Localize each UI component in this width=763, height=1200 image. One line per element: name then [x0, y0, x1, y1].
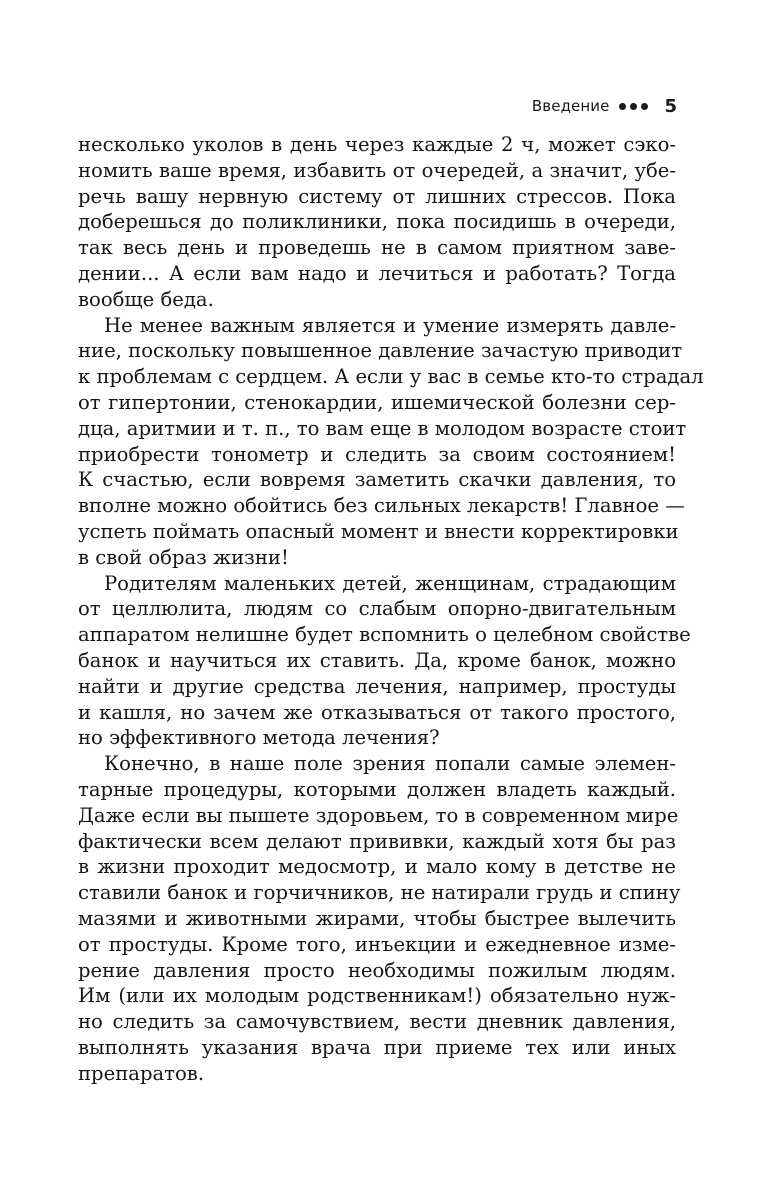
- text-line: дении... А если вам надо и лечиться и работать? Тогда: [78, 261, 676, 285]
- text-line: ставили банок и горчичников, не натирали грудь и спину: [78, 881, 681, 905]
- text-line: несколько уколов в день через каждые 2 ч, может сэко-: [78, 133, 676, 156]
- dot-icon: [619, 103, 626, 110]
- text-line: от простуды. Кроме того, инъекции и ежедневное изме-: [78, 932, 676, 956]
- text-line: дца, аритмии и т. п., то вам еще в молодом возрасте стоит: [78, 416, 687, 440]
- text-line: тарные процедуры, которыми должен владеть каждый.: [78, 777, 676, 801]
- text-line: мазями и животными жирами, чтобы быстрее вылечить: [78, 906, 676, 930]
- paragraph: [78, 571, 691, 752]
- text-line: Им (или их молодым родственникам!) обязательно нуж-: [78, 984, 676, 1008]
- dot-icon: [630, 103, 637, 110]
- text-line: найти и другие средства лечения, например, простуды: [78, 674, 676, 698]
- dot-icon: [641, 103, 648, 110]
- text-line: речь вашу нервную систему от лишних стрессов. Пока: [78, 184, 676, 208]
- text-line: но следить за самочувствием, вести дневник давления,: [78, 1010, 676, 1034]
- text-line: фактически всем делают прививки, каждый хотя бы раз: [78, 829, 676, 853]
- text-line: и кашля, но зачем же отказываться от такого простого,: [78, 700, 676, 724]
- paragraph: [78, 132, 676, 313]
- text-line: так весь день и проведешь не в самом приятном заве-: [78, 236, 676, 260]
- body-text: [78, 132, 704, 1086]
- text-line: к проблемам с сердцем. А если у вас в семье кто-то страдал: [78, 365, 704, 389]
- text-line: препаратов.: [78, 1061, 205, 1085]
- text-line: вполне можно обойтись без сильных лекарств! Главное —: [78, 494, 685, 518]
- text-line: рение давления просто необходимы пожилым людям.: [78, 958, 676, 982]
- text-line: банок и научиться их ставить. Да, кроме банок, можно: [78, 648, 676, 672]
- text-line: Родителям маленьких детей, женщинам, страдающим: [104, 571, 676, 595]
- page-number: 5: [664, 95, 677, 117]
- paragraph: [78, 751, 681, 1086]
- text-line: К счастью, если вовремя заметить скачки давления, то: [78, 468, 676, 492]
- text-line: успеть поймать опасный момент и внести корректировки: [78, 519, 679, 543]
- running-header: [532, 94, 677, 118]
- text-line: Даже если вы пышете здоровьем, то в современном мире: [78, 803, 679, 827]
- text-line: в жизни проходит медосмотр, и мало кому в детстве не: [78, 855, 676, 879]
- text-line: ние, поскольку повышенное давление зачастую приводит: [78, 339, 683, 363]
- text-line: приобрести тонометр и следить за своим состоянием!: [78, 442, 676, 466]
- text-line: доберешься до поликлиники, пока посидишь в очереди,: [78, 210, 676, 234]
- text-line: аппаратом нелишне будет вспомнить о целебном свойстве: [78, 623, 691, 647]
- text-line: вообще беда.: [78, 287, 214, 311]
- text-line: в свой образ жизни!: [78, 545, 289, 569]
- section-title: Введение: [531, 97, 610, 115]
- header-dots-ornament: [619, 103, 648, 110]
- text-line: от гипертонии, стенокардии, ишемической болезни сер-: [78, 390, 676, 414]
- text-line: от целлюлита, людям со слабым опорно-двигательным: [78, 597, 676, 621]
- text-line: но эффективного метода лечения?: [78, 726, 440, 750]
- text-line: Конечно, в наше поле зрения попали самые элемен-: [104, 752, 676, 776]
- text-line: выполнять указания врача при приеме тех или иных: [78, 1035, 676, 1059]
- text-line: Не менее важным является и умение измерять давле-: [104, 313, 676, 337]
- paragraph: [78, 313, 704, 571]
- text-line: номить ваше время, избавить от очередей, а значит, убе-: [78, 158, 676, 182]
